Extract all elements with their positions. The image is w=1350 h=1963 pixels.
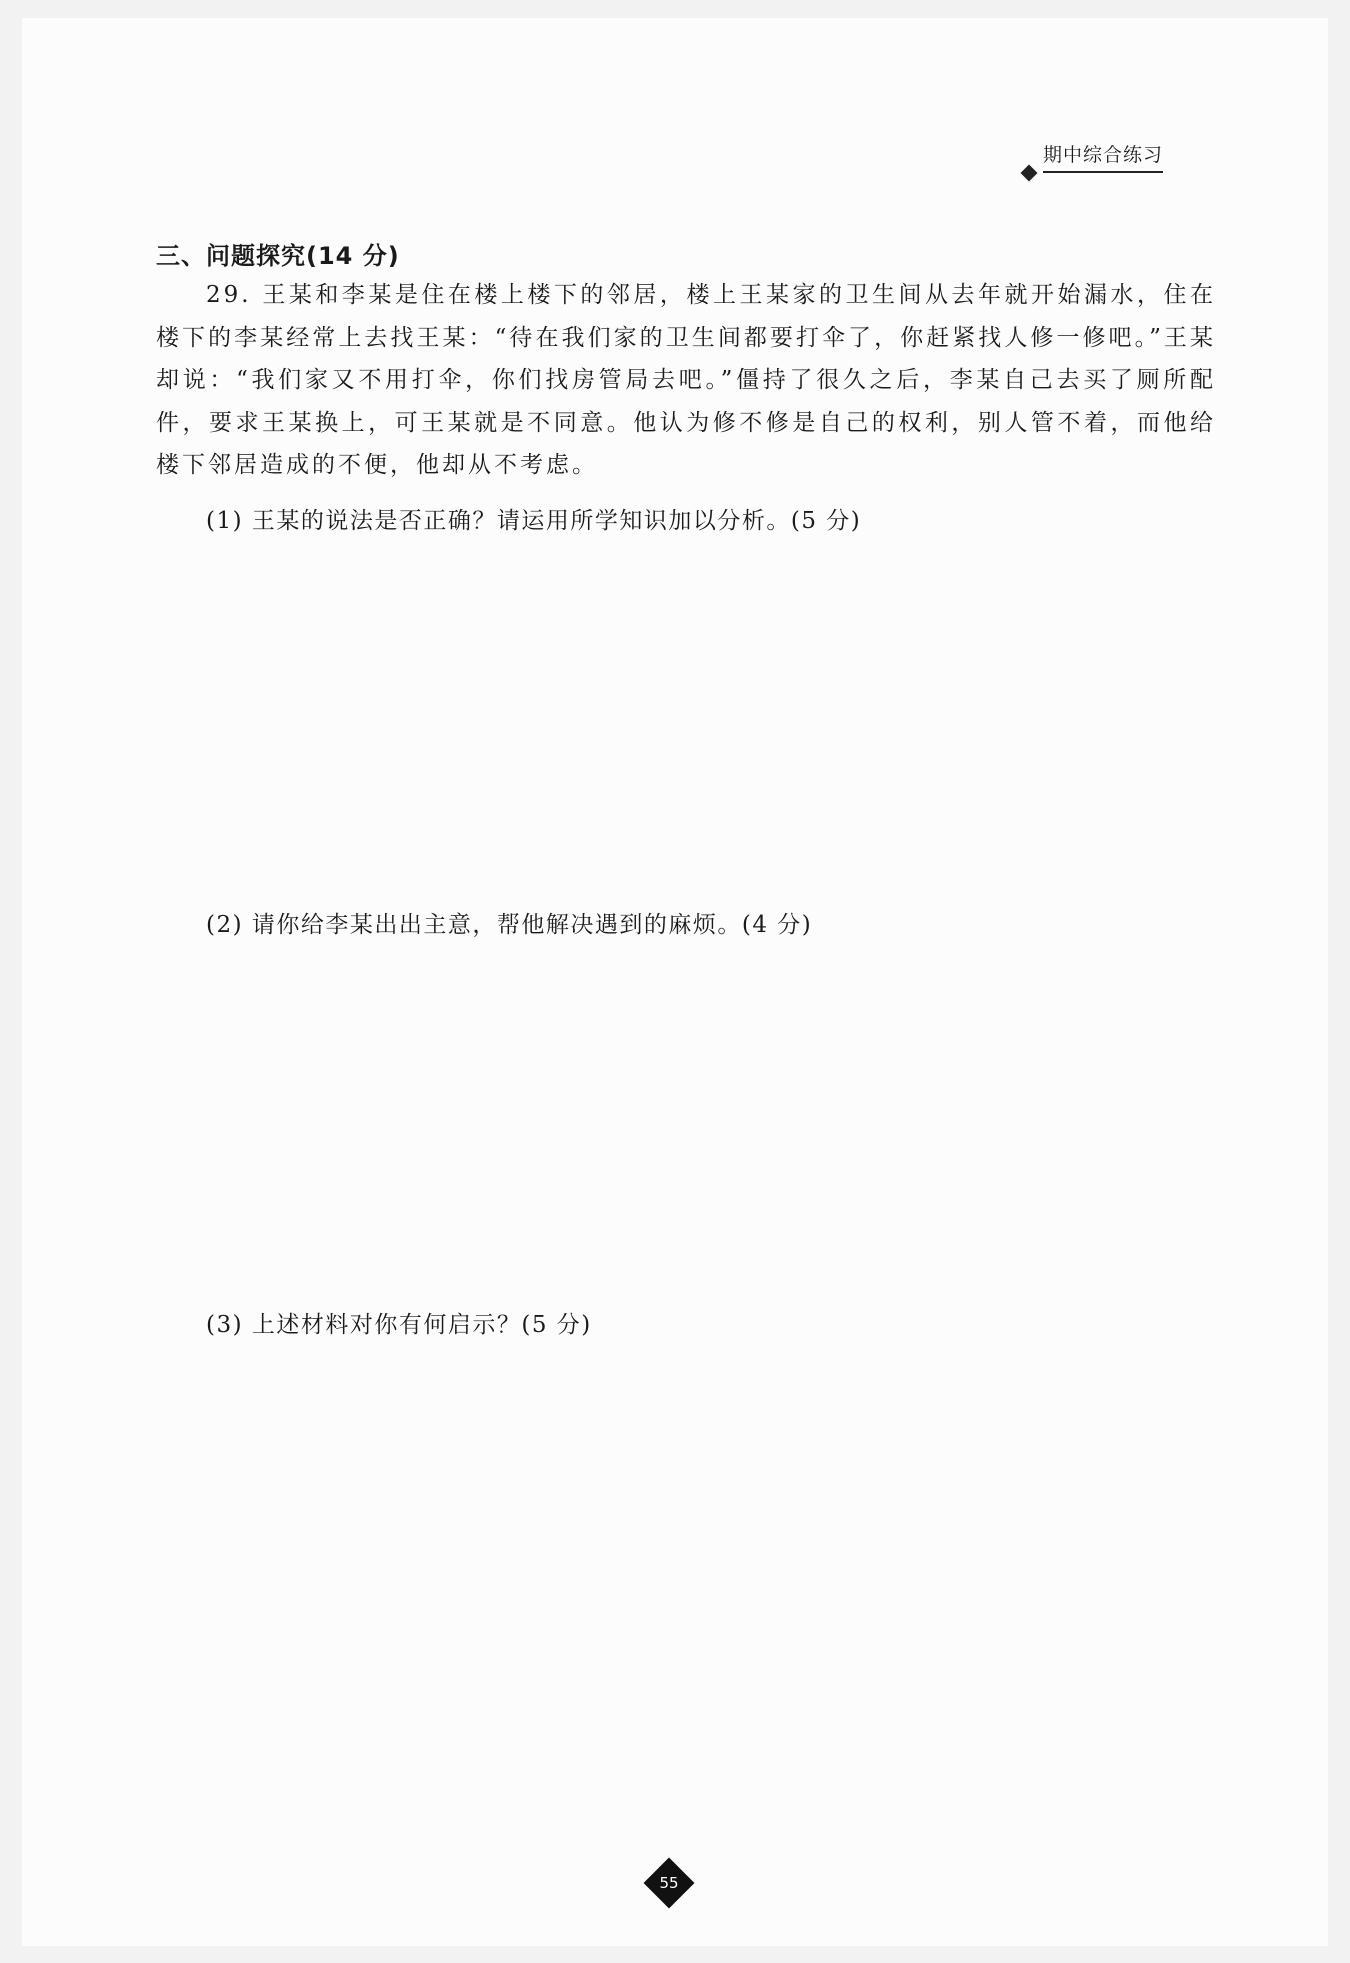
diamond-bullet-icon xyxy=(1020,165,1037,182)
question-stem: 29. 王某和李某是住在楼上楼下的邻居，楼上王某家的卫生间从去年就开始漏水，住在楼下的李某经常上去找王某：“待在我们家的卫生间都要打伞了，你赶紧找人修一修吧。”王某却说：“我们家又不用打伞，你们找房管局去吧。”僵持了很久之后，李某自己去买了厕所配件，要求王某换上，可王某就是不同意。他认为修不修是自己的权利，别人管不着，而他给楼下邻居造成的不便，他却从不考虑。 xyxy=(156,282,1216,478)
sub-question-1: (1) 王某的说法是否正确？请运用所学知识加以分析。(5 分) xyxy=(206,508,862,534)
sub-question-3: (3) 上述材料对你有何启示？(5 分) xyxy=(206,1312,592,1338)
page-header xyxy=(1023,140,1163,173)
page-number: 55 xyxy=(659,1874,679,1892)
worksheet-page xyxy=(22,18,1328,1946)
page-number-badge xyxy=(644,1858,694,1908)
section-title: 三、问题探究(14 分) xyxy=(156,242,400,270)
header-title: 期中综合练习 xyxy=(1043,140,1163,173)
sub-question-2: (2) 请你给李某出出主意，帮他解决遇到的麻烦。(4 分) xyxy=(206,912,813,938)
